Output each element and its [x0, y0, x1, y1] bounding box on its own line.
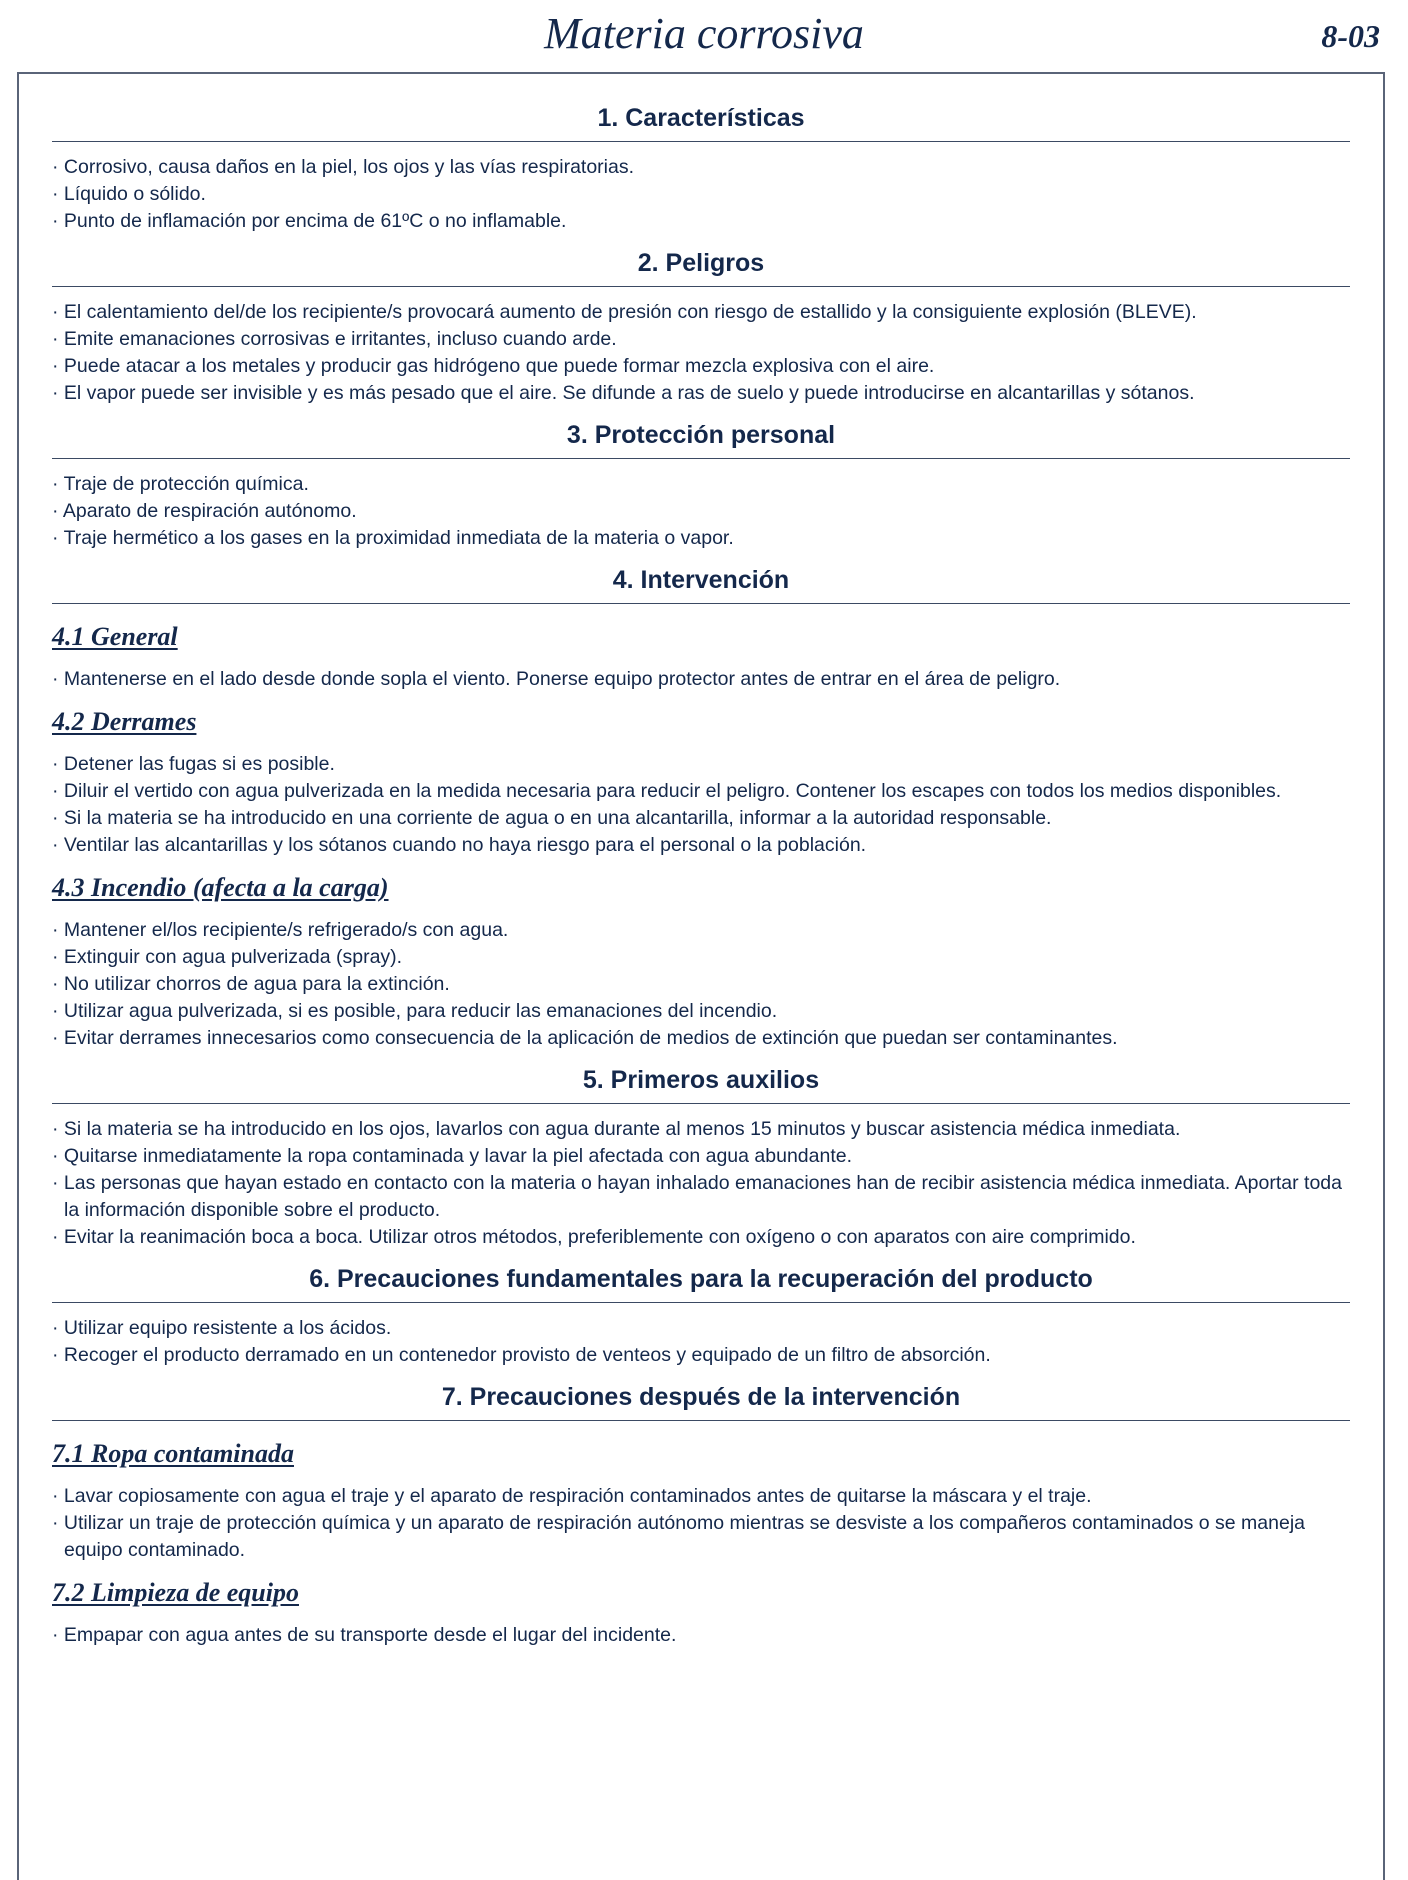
- list-item: · Las personas que hayan estado en contacto con la materia o hayan inhalado emanaciones han de recibir asistencia médica inmediata. Aportar toda la información disponible sobre el producto.: [52, 1170, 1350, 1224]
- list-item: · No utilizar chorros de agua para la extinción.: [52, 971, 1350, 998]
- list-item: · Traje de protección química.: [52, 471, 1350, 498]
- section-proteccion-personal: [52, 421, 1350, 552]
- list-item: · Mantener el/los recipiente/s refrigerado/s con agua.: [52, 917, 1350, 944]
- section-title: 4. Intervención: [52, 566, 1350, 604]
- item-list: [52, 1315, 1350, 1369]
- list-item: · Utilizar agua pulverizada, si es posible, para reducir las emanaciones del incendio.: [52, 998, 1350, 1025]
- section-title: 6. Precauciones fundamentales para la recuperación del producto: [52, 1265, 1350, 1303]
- section-precauciones-despues: [52, 1383, 1350, 1649]
- section-title: 1. Características: [52, 104, 1350, 142]
- list-item: · Aparato de respiración autónomo.: [52, 498, 1350, 525]
- list-item: · Evitar la reanimación boca a boca. Utilizar otros métodos, preferiblemente con oxígeno o con aparatos con aire comprimido.: [52, 1224, 1350, 1251]
- list-item: · Utilizar un traje de protección química y un aparato de respiración autónomo mientras se desviste a los compañeros contaminados o se maneja equipo contaminado.: [52, 1510, 1350, 1564]
- section-title: 7. Precauciones después de la intervención: [52, 1383, 1350, 1421]
- document-title: Materia corrosiva: [544, 9, 864, 58]
- item-list: [52, 1483, 1350, 1564]
- list-item: · Diluir el vertido con agua pulverizada en la medida necesaria para reducir el peligro. Contener los escapes con todos los medios disponibles.: [52, 778, 1350, 805]
- list-item: · Si la materia se ha introducido en una corriente de agua o en una alcantarilla, informar a la autoridad responsable.: [52, 805, 1350, 832]
- list-item: · Líquido o sólido.: [52, 181, 1350, 208]
- item-list: [52, 1116, 1350, 1251]
- item-list: [52, 917, 1350, 1052]
- list-item: · Corrosivo, causa daños en la piel, los ojos y las vías respiratorias.: [52, 154, 1350, 181]
- subsection-title: 7.1 Ropa contaminada: [52, 1439, 294, 1468]
- list-item: · El calentamiento del/de los recipiente/s provocará aumento de presión con riesgo de estallido y la consiguiente explosión (BLEVE).: [52, 299, 1350, 326]
- item-list: [52, 154, 1350, 235]
- item-list: [52, 471, 1350, 552]
- list-item: · Ventilar las alcantarillas y los sótanos cuando no haya riesgo para el personal o la población.: [52, 832, 1350, 859]
- list-item: · Detener las fugas si es posible.: [52, 751, 1350, 778]
- list-item: · Recoger el producto derramado en un contenedor provisto de venteos y equipado de un filtro de absorción.: [52, 1342, 1350, 1369]
- page-code: 8-03: [1321, 18, 1380, 54]
- item-list: [52, 1622, 1350, 1649]
- list-item: · El vapor puede ser invisible y es más pesado que el aire. Se difunde a ras de suelo y puede introducirse en alcantarillas y sótanos.: [52, 380, 1350, 407]
- section-peligros: [52, 249, 1350, 407]
- section-title: 3. Protección personal: [52, 421, 1350, 459]
- list-item: · Empapar con agua antes de su transporte desde el lugar del incidente.: [52, 1622, 1350, 1649]
- list-item: · Evitar derrames innecesarios como consecuencia de la aplicación de medios de extinción que puedan ser contaminantes.: [52, 1025, 1350, 1052]
- section-caracteristicas: [52, 104, 1350, 235]
- list-item: · Puede atacar a los metales y producir gas hidrógeno que puede formar mezcla explosiva con el aire.: [52, 353, 1350, 380]
- item-list: [52, 666, 1350, 693]
- list-item: · Emite emanaciones corrosivas e irritantes, incluso cuando arde.: [52, 326, 1350, 353]
- section-precauciones-recuperacion: [52, 1265, 1350, 1369]
- document-body: [52, 104, 1350, 1663]
- item-list: [52, 299, 1350, 407]
- subsection-title: 4.2 Derrames: [52, 707, 197, 736]
- list-item: · Lavar copiosamente con agua el traje y el aparato de respiración contaminados antes de quitarse la máscara y el traje.: [52, 1483, 1350, 1510]
- section-primeros-auxilios: [52, 1066, 1350, 1251]
- list-item: · Si la materia se ha introducido en los ojos, lavarlos con agua durante al menos 15 minutos y buscar asistencia médica inmediata.: [52, 1116, 1350, 1143]
- list-item: · Mantenerse en el lado desde donde sopla el viento. Ponerse equipo protector antes de entrar en el área de peligro.: [52, 666, 1350, 693]
- list-item: · Quitarse inmediatamente la ropa contaminada y lavar la piel afectada con agua abundante.: [52, 1143, 1350, 1170]
- section-title: 5. Primeros auxilios: [52, 1066, 1350, 1104]
- subsection-title: 7.2 Limpieza de equipo: [52, 1578, 299, 1607]
- section-title: 2. Peligros: [52, 249, 1350, 287]
- list-item: · Extinguir con agua pulverizada (spray).: [52, 944, 1350, 971]
- subsection-title: 4.1 General: [52, 622, 178, 651]
- list-item: · Punto de inflamación por encima de 61ºC o no inflamable.: [52, 208, 1350, 235]
- page-header: [0, 0, 1408, 70]
- subsection-title: 4.3 Incendio (afecta a la carga): [52, 873, 389, 902]
- list-item: · Utilizar equipo resistente a los ácidos.: [52, 1315, 1350, 1342]
- section-intervencion: [52, 566, 1350, 1052]
- list-item: · Traje hermético a los gases en la proximidad inmediata de la materia o vapor.: [52, 525, 1350, 552]
- item-list: [52, 751, 1350, 859]
